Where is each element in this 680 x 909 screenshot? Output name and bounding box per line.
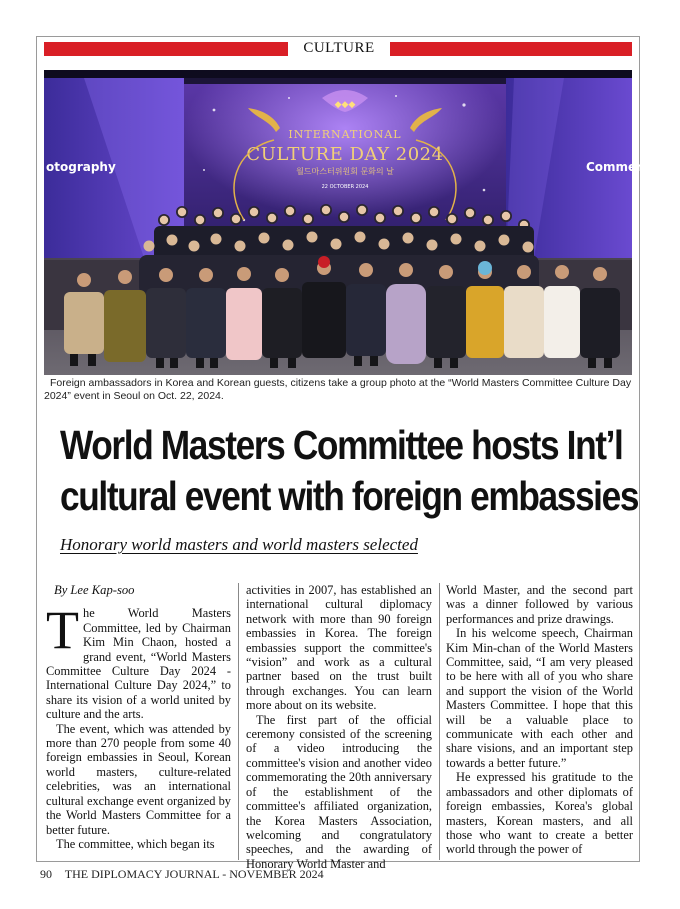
article-column-3 — [446, 583, 633, 857]
subheadline: Honorary world masters and world masters selected — [60, 535, 418, 554]
photo-caption: Foreign ambassadors in Korea and Korean guests, citizens take a group photo at the “World Masters Committee Culture Day 2024” event in Seoul on Oct. 22, 2024. — [44, 377, 632, 402]
article-paragraph: The event, which was attended by more than 270 people from some 40 foreign embassies in Seoul, Korean world masters, culture-related celebrities, was an international cultural exchange event organized by the World Masters Committee for a better future. — [46, 721, 231, 837]
article-paragraph: World Master, and the second part was a dinner followed by various performances and prize drawings. — [446, 583, 633, 626]
article-column-1 — [46, 583, 231, 851]
article-paragraph: The World Masters Committee, led by Chairman Kim Min Chaon, hosted a grand event, “World Masters Committee Culture Day 2024 - International Culture Day 2024,” to share its vision of a world united by culture and the arts. — [46, 600, 231, 722]
drop-cap: T — [46, 600, 79, 661]
publication-name: THE DIPLOMACY JOURNAL - NOVEMBER 2024 — [64, 867, 324, 881]
group-photo — [44, 70, 643, 375]
column-divider — [439, 583, 440, 860]
article-paragraph: The committee, which began its — [56, 836, 215, 851]
left-screen-text: otography — [46, 160, 116, 174]
svg-text:◆◆◆: ◆◆◆ — [334, 100, 356, 110]
screen-title-line1: INTERNATIONAL — [288, 128, 402, 141]
screen-date: 22 OCTOBER 2024 — [321, 184, 369, 190]
page-footer — [40, 867, 324, 882]
headline-line-1: World Masters Committee hosts Int’l — [60, 422, 623, 468]
section-rule-right — [390, 42, 632, 56]
article-paragraph: In his welcome speech, Chairman Kim Min-chan of the World Masters Committee, said, “I am very pleased to be here with all of you who share and support the vision of the World Masters Committee. I hope that this will be a valuable place to communicate with each other and share visions, and an important step towards a better future.” — [446, 626, 633, 770]
article-paragraph: The first part of the official ceremony consisted of the screening of a video introducing the committee's vision and another video commemorating the 20th anniversary of the establishment of the committee's affiliated organization, the Korea Masters Association, welcoming and congratulatory speeches, and the awarding of Honorary World Master and — [246, 712, 432, 871]
right-screen-text: Commer — [586, 160, 643, 174]
article-paragraph: activities in 2007, has established an international cultural diplomacy network with more than 90 foreign embassies in Korea. The foreign embassies support the committee's “vision” and work as a cultural partner based on the trust built through exchanges. You can learn more about on its website. — [246, 583, 432, 713]
article-paragraph: He expressed his gratitude to the ambassadors and other diplomats of foreign embassies, Korea's global masters, Korean masters, and all those who want to create a better world through the power of — [446, 770, 633, 857]
headline-line-2: cultural event with foreign embassies — [60, 473, 639, 519]
section-header — [44, 41, 632, 57]
byline: By Lee Kap-soo — [54, 583, 135, 597]
group-photo-illustration — [44, 70, 643, 375]
screen-title-line2: CULTURE DAY 2024 — [246, 144, 444, 165]
section-label: CULTURE — [303, 40, 375, 56]
section-rule-left — [44, 42, 288, 56]
headline — [60, 420, 639, 522]
page-number: 90 — [40, 867, 52, 881]
column-divider — [238, 583, 239, 860]
screen-korean-text: 월드마스터위원회 문화의 날 — [296, 167, 394, 176]
article-column-2 — [246, 583, 432, 871]
